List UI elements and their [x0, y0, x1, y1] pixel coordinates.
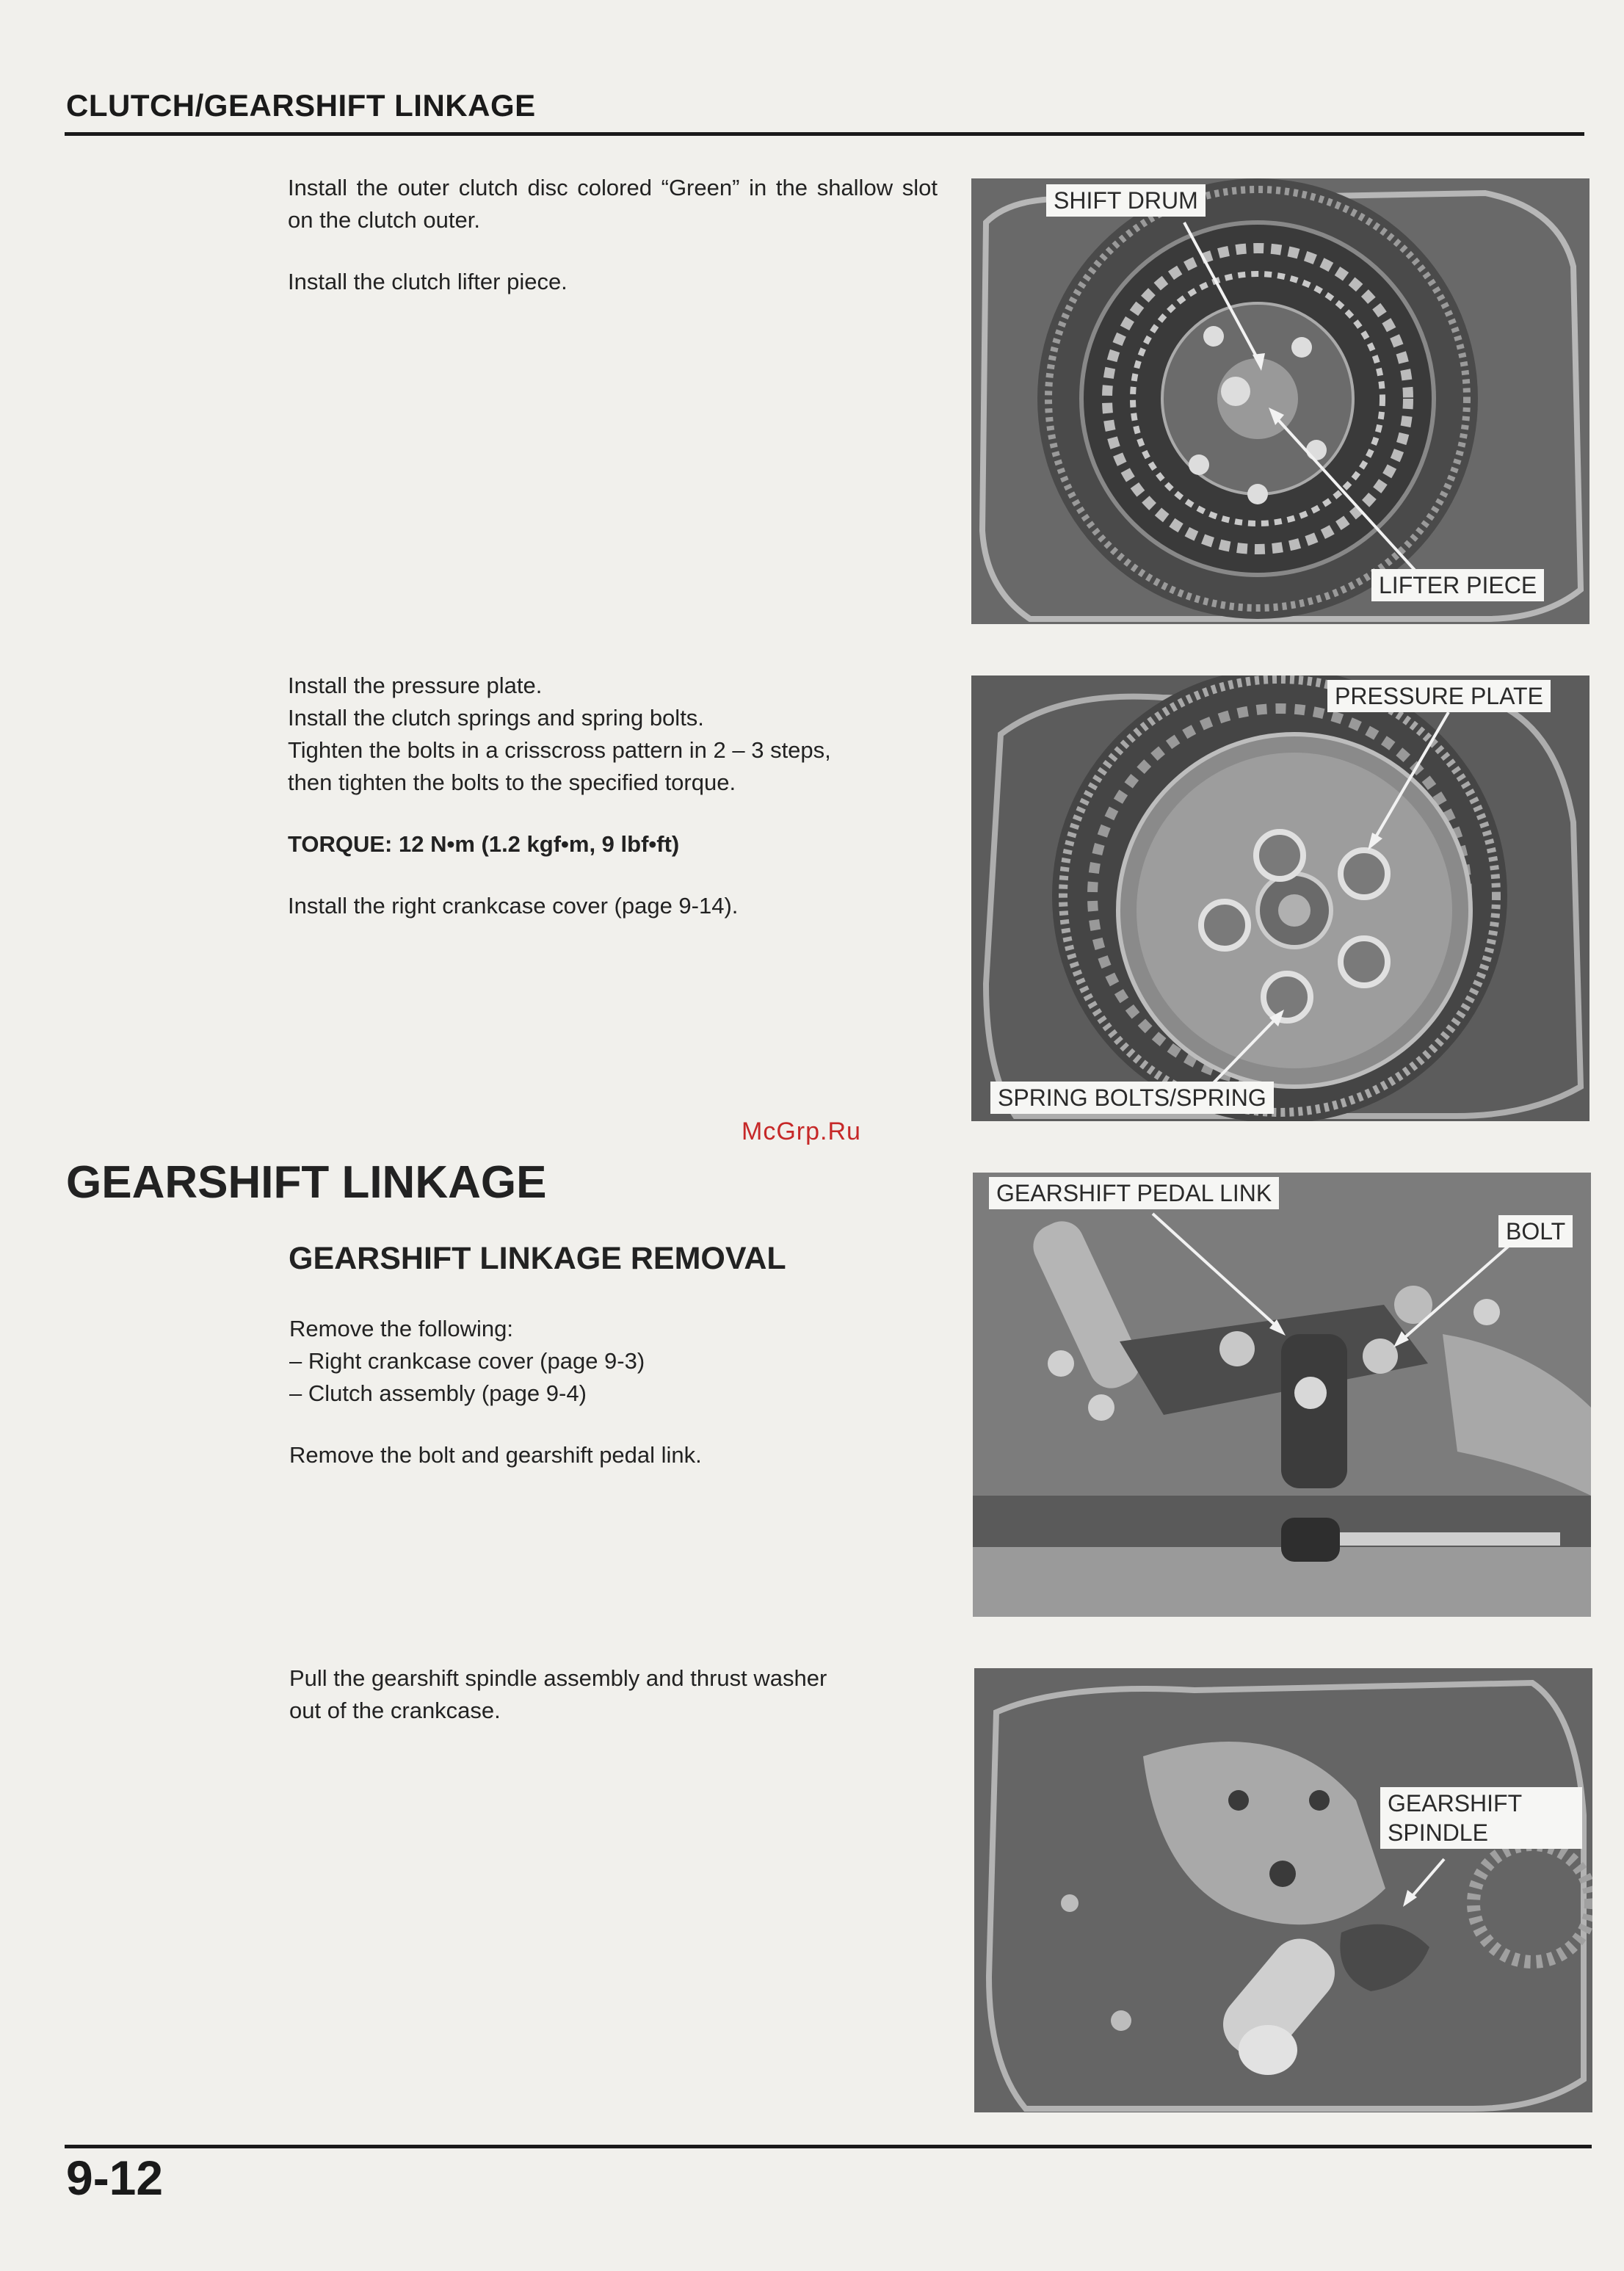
text-block-pressure-plate — [288, 670, 949, 922]
clutch-photo-illustration — [971, 178, 1589, 624]
photo-pressure-plate — [971, 675, 1589, 1121]
text-block-clutch-disc — [288, 172, 938, 298]
callout-pressure-plate: PRESSURE PLATE — [1327, 680, 1551, 712]
line-install-cover: Install the right crankcase cover (page 9-14). — [288, 893, 739, 919]
callout-shift-drum: SHIFT DRUM — [1046, 184, 1206, 217]
page-header-title: CLUTCH/GEARSHIFT LINKAGE — [66, 88, 536, 123]
photo-clutch-shift-drum — [971, 178, 1589, 624]
footer-rule — [65, 2145, 1592, 2148]
callout-gearshift-spindle-line1: GEARSHIFT — [1388, 1790, 1523, 1817]
line-remove-bolt: Remove the bolt and gearshift pedal link. — [289, 1442, 702, 1468]
line-install-springs: Install the clutch springs and spring bolts. — [288, 705, 704, 731]
subsection-title: GEARSHIFT LINKAGE REMOVAL — [289, 1241, 786, 1276]
callout-lifter-piece: LIFTER PIECE — [1371, 569, 1544, 601]
paragraph-outer-disc: Install the outer clutch disc colored “Green” in the shallow slot on the clutch outer. — [288, 175, 938, 233]
callout-spring-bolts: SPRING BOLTS/SPRING — [990, 1082, 1274, 1114]
callout-gearshift-spindle — [1380, 1787, 1582, 1849]
header-rule — [65, 132, 1584, 136]
line-remove-following: Remove the following: — [289, 1316, 513, 1341]
callout-gearshift-pedal-link: GEARSHIFT PEDAL LINK — [989, 1177, 1279, 1209]
line-right-cover: – Right crankcase cover (page 9-3) — [289, 1348, 645, 1374]
photo-gearshift-spindle — [974, 1668, 1592, 2112]
line-tighten-crisscross: Tighten the bolts in a crisscross pattern in 2 – 3 steps, — [288, 737, 831, 763]
line-pull-spindle: Pull the gearshift spindle assembly and thrust washer — [289, 1665, 827, 1691]
watermark-text: McGrp.Ru — [742, 1118, 861, 1145]
torque-spec: TORQUE: 12 N•m (1.2 kgf•m, 9 lbf•ft) — [288, 831, 680, 857]
pressure-plate-photo-illustration — [971, 675, 1589, 1121]
page-number: 9-12 — [66, 2151, 164, 2205]
section-title: GEARSHIFT LINKAGE — [66, 1157, 547, 1208]
spindle-photo-illustration — [974, 1668, 1592, 2112]
line-out-of-crankcase: out of the crankcase. — [289, 1698, 501, 1723]
text-block-removal — [289, 1313, 935, 1471]
text-block-spindle — [289, 1662, 950, 1727]
callout-gearshift-spindle-line2: SPINDLE — [1388, 1819, 1488, 1846]
line-install-pressure-plate: Install the pressure plate. — [288, 673, 543, 698]
line-tighten-torque: then tighten the bolts to the specified torque. — [288, 769, 736, 795]
photo-gearshift-pedal-link — [973, 1173, 1591, 1617]
paragraph-lifter-piece: Install the clutch lifter piece. — [288, 269, 568, 294]
callout-bolt: BOLT — [1498, 1215, 1573, 1247]
line-clutch-assembly: – Clutch assembly (page 9-4) — [289, 1380, 587, 1406]
